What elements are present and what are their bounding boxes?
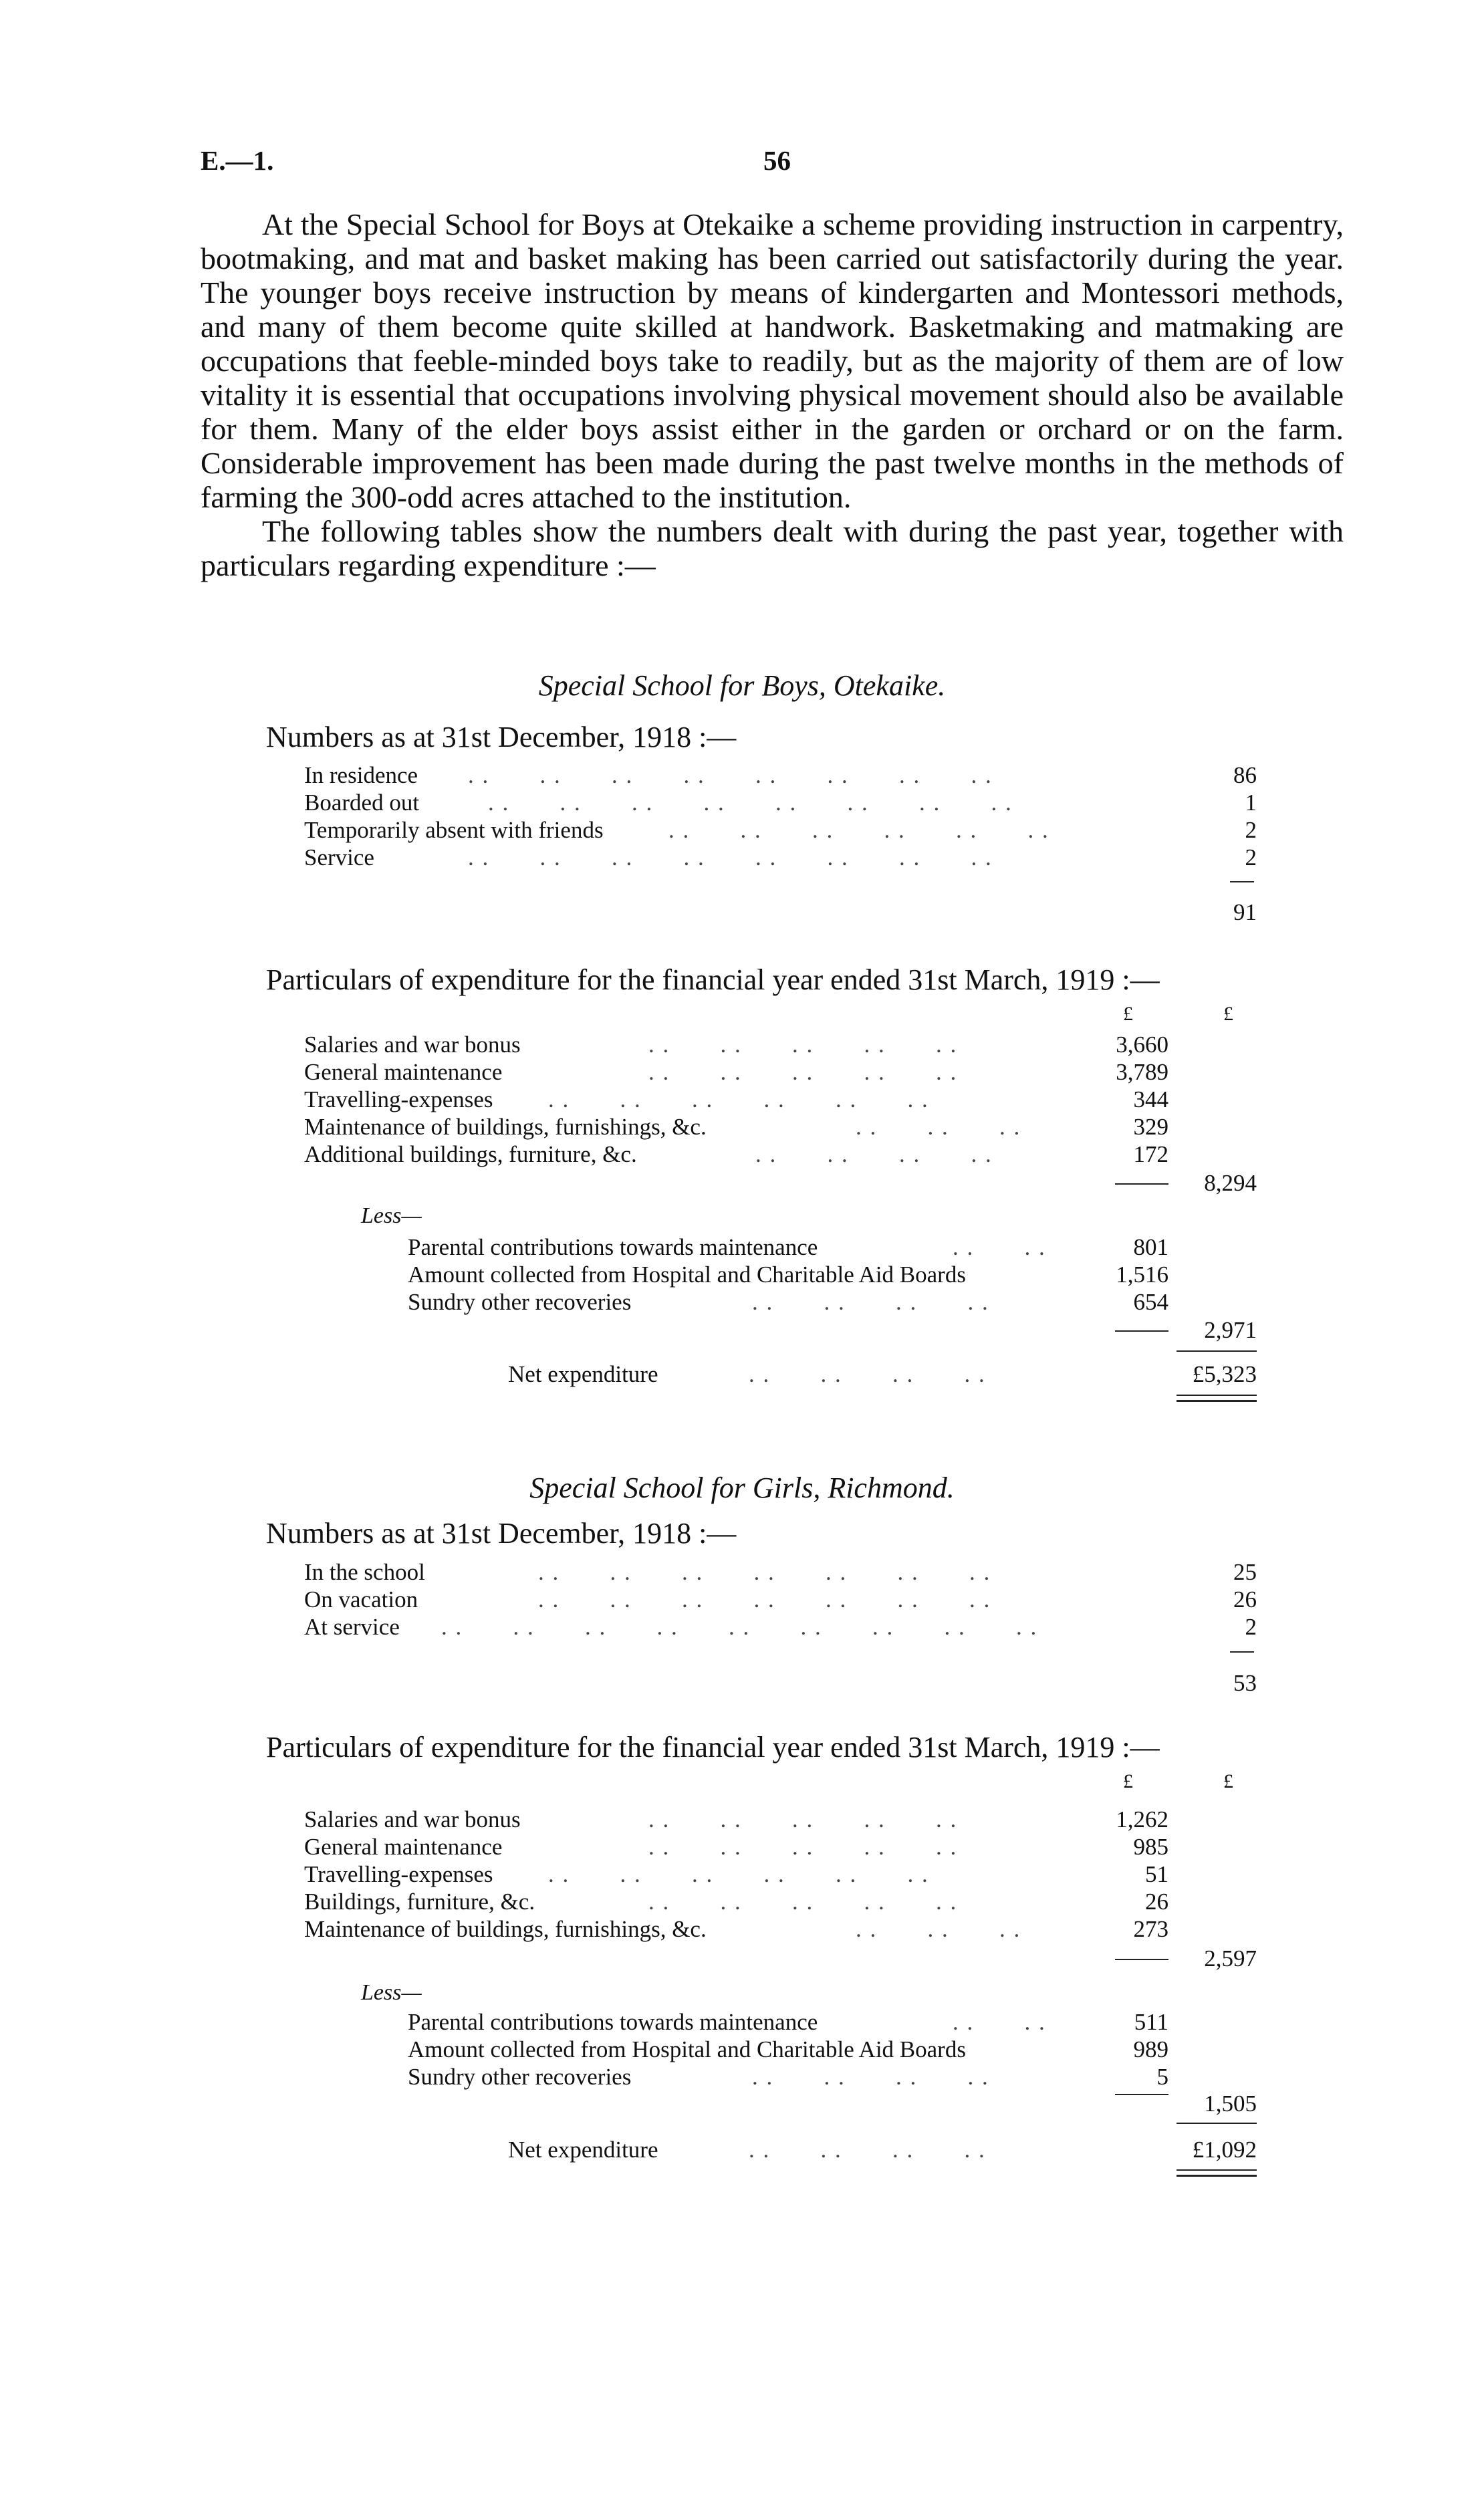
girls-expenditure-label: Maintenance of buildings, furnishings, &c. — [304, 1916, 707, 1942]
boys-numbers-label: Service — [304, 844, 374, 870]
girls-numbers-value: 2 — [1245, 1614, 1257, 1640]
boys-deduction-value: 654 — [1133, 1289, 1168, 1315]
boys-net-label: Net expenditure — [508, 1361, 658, 1387]
girls-expenditure-label: Salaries and war bonus — [304, 1806, 521, 1832]
boys-expenditure-label: General maintenance — [304, 1059, 503, 1085]
sum-rule — [1177, 1350, 1257, 1352]
leader-dots: . . . . . . . . — [752, 2064, 989, 2090]
double-rule — [1177, 1400, 1257, 1402]
sum-rule — [1230, 881, 1254, 882]
page-header-code: E.—1. — [201, 145, 274, 176]
leader-dots: . . . . . . . . — [755, 1141, 993, 1167]
double-rule — [1177, 2169, 1257, 2171]
girls-expenditure-label: General maintenance — [304, 1834, 503, 1860]
boys-less-label: Less— — [361, 1203, 422, 1228]
sum-rule — [1230, 1651, 1254, 1653]
boys-expenditure-value: 3,789 — [1116, 1059, 1168, 1085]
leader-dots: . . . . . . . . . . — [648, 1889, 958, 1915]
boys-numbers-label: Boarded out — [304, 790, 420, 816]
boys-expenditure-label: Travelling-expenses — [304, 1086, 493, 1112]
boys-expenditure-value: 172 — [1133, 1141, 1168, 1167]
boys-expenditure-value: 329 — [1133, 1114, 1168, 1140]
boys-numbers-label: Temporarily absent with friends — [304, 817, 604, 843]
girls-expenditure-heading: Particulars of expenditure for the financial year ended 31st March, 1919 :— — [266, 1731, 1160, 1764]
girls-deductions-total: 1,505 — [1204, 2090, 1257, 2117]
girls-expenditure-value: 51 — [1145, 1861, 1168, 1887]
leader-dots: . . . . . . . . . . . . . . . . — [468, 762, 993, 788]
girls-numbers-total: 53 — [1233, 1670, 1257, 1696]
boys-numbers-value: 2 — [1245, 817, 1257, 843]
sum-rule — [1115, 1330, 1168, 1332]
girls-numbers-label: At service — [304, 1614, 400, 1640]
leader-dots: . . . . . . . . — [752, 1289, 989, 1315]
girls-expenditure-label: Buildings, furniture, &c. — [304, 1889, 535, 1915]
girls-net-value: £1,092 — [1192, 2137, 1257, 2163]
leader-dots: . . . . . . . . . . — [648, 1806, 958, 1832]
boys-expenditure-value: 3,660 — [1116, 1032, 1168, 1058]
boys-numbers-value: 1 — [1245, 790, 1257, 816]
girls-expenditure-label: Travelling-expenses — [304, 1861, 493, 1887]
boys-numbers-value: 2 — [1245, 844, 1257, 870]
leader-dots: . . . . . . . . . . . . . . — [538, 1559, 991, 1585]
leader-dots: . . . . . . — [856, 1916, 1021, 1942]
girls-deduction-label: Parental contributions towards maintenance — [408, 2009, 818, 2035]
girls-numbers-heading: Numbers as at 31st December, 1918 :— — [266, 1517, 737, 1550]
currency-header: £ — [1123, 1770, 1133, 1792]
leader-dots: . . . . . . . . . . . . . . . . — [468, 844, 993, 870]
leader-dots: . . . . . . . . . . . . . . — [538, 1586, 991, 1612]
boys-numbers-value: 86 — [1233, 762, 1257, 788]
girls-section-title: Special School for Girls, Richmond. — [529, 1471, 955, 1504]
boys-deduction-value: 1,516 — [1116, 1262, 1168, 1288]
girls-deduction-label: Sundry other recoveries — [408, 2064, 632, 2090]
boys-numbers-total: 91 — [1233, 899, 1257, 925]
boys-expenditure-label: Additional buildings, furniture, &c. — [304, 1141, 637, 1167]
girls-expenditure-value: 1,262 — [1116, 1806, 1168, 1832]
leader-dots: . . . . . . . . . . . . — [548, 1086, 929, 1112]
leader-dots: . . . . . . . . . . . . — [548, 1861, 929, 1887]
boys-net-value: £5,323 — [1192, 1361, 1257, 1387]
leader-dots: . . . . . . . . — [749, 2137, 986, 2163]
boys-expenditure-label: Salaries and war bonus — [304, 1032, 521, 1058]
boys-deduction-label: Sundry other recoveries — [408, 1289, 632, 1315]
intro-paragraph-2: The following tables show the numbers dealt with during the past year, together with particulars regarding expenditure :— — [201, 514, 1344, 582]
intro-text — [201, 207, 1344, 582]
leader-dots: . . . . . . . . . . — [648, 1032, 958, 1058]
boys-expenditure-total: 8,294 — [1204, 1170, 1257, 1196]
currency-header: £ — [1123, 1003, 1133, 1025]
boys-numbers-label: In residence — [304, 762, 418, 788]
leader-dots: . . . . . . . . . . . . . . . . — [488, 790, 1013, 816]
leader-dots: . . . . . . . . . . — [648, 1059, 958, 1085]
sum-rule — [1115, 2094, 1168, 2095]
girls-expenditure-value: 985 — [1133, 1834, 1168, 1860]
intro-paragraph-1: At the Special School for Boys at Otekaike a scheme providing instruction in carpentry, bootmaking, and mat and basket making has been carried out satisfactorily during the year. The younger boys receive instruction by means of kindergarten and Montessori methods, and many of them become quite skilled at handwork. Basketmaking and matmaking are occupations that feeble-minded boys take to readily, but as the majority of them are of low vitality it is essential that occupations involving physical movement should also be available for them. Many of the elder boys assist either in the garden or orchard or on the farm. Considerable improvement has been made during the past twelve months in the methods of farming the 300-odd acres attached to the institution. — [201, 207, 1344, 514]
girls-expenditure-value: 26 — [1145, 1889, 1168, 1915]
girls-numbers-value: 26 — [1233, 1586, 1257, 1612]
boys-section-title: Special School for Boys, Otekaike. — [538, 669, 946, 702]
double-rule — [1177, 2175, 1257, 2177]
page-number: 56 — [763, 145, 791, 176]
leader-dots: . . . . . . . . . . . . — [668, 817, 1049, 843]
boys-deduction-label: Amount collected from Hospital and Charitable Aid Boards — [408, 1262, 966, 1288]
girls-expenditure-total: 2,597 — [1204, 1945, 1257, 1971]
leader-dots: . . . . . . . . — [749, 1361, 986, 1387]
girls-deduction-value: 989 — [1133, 2036, 1168, 2062]
boys-expenditure-value: 344 — [1133, 1086, 1168, 1112]
leader-dots: . . . . . . . . . . . . . . . . . . — [441, 1614, 1038, 1640]
girls-deduction-value: 511 — [1134, 2009, 1168, 2035]
boys-deduction-label: Parental contributions towards maintenance — [408, 1234, 818, 1260]
boys-deduction-value: 801 — [1133, 1234, 1168, 1260]
boys-numbers-heading: Numbers as at 31st December, 1918 :— — [266, 721, 737, 753]
currency-header: £ — [1223, 1003, 1233, 1025]
leader-dots: . . . . . . . . . . — [648, 1834, 958, 1860]
girls-expenditure-value: 273 — [1133, 1916, 1168, 1942]
girls-numbers-value: 25 — [1233, 1559, 1257, 1585]
boys-expenditure-heading: Particulars of expenditure for the financial year ended 31st March, 1919 :— — [266, 963, 1160, 996]
sum-rule — [1115, 1959, 1168, 1960]
leader-dots: . . . . — [953, 2009, 1046, 2035]
sum-rule — [1115, 1183, 1168, 1185]
girls-net-label: Net expenditure — [508, 2137, 658, 2163]
girls-numbers-label: In the school — [304, 1559, 425, 1585]
boys-expenditure-label: Maintenance of buildings, furnishings, &c. — [304, 1114, 707, 1140]
girls-less-label: Less— — [361, 1980, 422, 2005]
sum-rule — [1177, 2123, 1257, 2124]
currency-header: £ — [1223, 1770, 1233, 1792]
girls-deduction-value: 5 — [1156, 2064, 1168, 2090]
double-rule — [1177, 1395, 1257, 1396]
girls-deduction-label: Amount collected from Hospital and Charitable Aid Boards — [408, 2036, 966, 2062]
girls-numbers-label: On vacation — [304, 1586, 418, 1612]
leader-dots: . . . . . . — [856, 1114, 1021, 1140]
leader-dots: . . . . — [953, 1234, 1046, 1260]
boys-deductions-total: 2,971 — [1204, 1317, 1257, 1343]
